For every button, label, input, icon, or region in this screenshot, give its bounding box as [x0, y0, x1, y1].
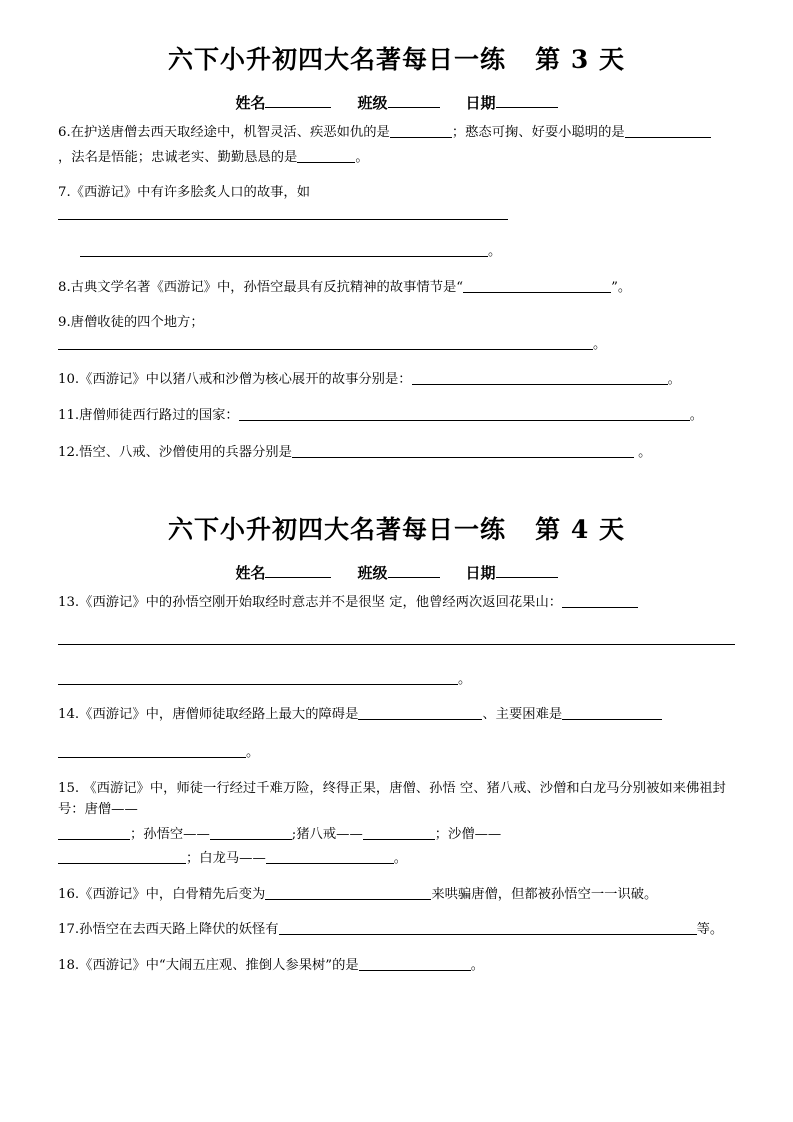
date-input-blank-2[interactable] — [496, 577, 558, 578]
question-7-blank-1[interactable] — [58, 206, 508, 220]
question-9-blank-1[interactable] — [58, 336, 593, 350]
question-11 — [58, 405, 735, 427]
question-7-blank-2[interactable] — [80, 244, 488, 258]
question-17-text-b: 等。 — [696, 922, 724, 938]
class-label-2: 班级 — [357, 563, 388, 582]
question-15-blank-4[interactable] — [58, 850, 186, 864]
question-15-text-f: 。 — [393, 851, 408, 867]
page-title-day3: 六下小升初四大名著每日一练 第 3 天 — [168, 45, 625, 74]
student-fields-day3 — [58, 92, 735, 113]
question-13-text-b: 。 — [458, 671, 472, 687]
question-14-text-a: 14.《西游记》中，唐僧师徒取经路上最大的障碍是 — [58, 707, 359, 723]
question-7 — [58, 182, 735, 225]
question-10-text-b: 。 — [667, 372, 681, 388]
question-13-blank-1[interactable] — [562, 594, 638, 608]
name-input-blank-2[interactable] — [265, 577, 331, 578]
question-11-blank-1[interactable] — [239, 407, 690, 421]
name-label: 姓名 — [235, 94, 266, 112]
question-7-text-a: 7.《西游记》中有许多脍炙人口的故事，如 — [58, 185, 311, 201]
class-input-blank-2[interactable] — [388, 577, 440, 578]
question-15-line2 — [58, 824, 735, 846]
question-15-text-d: ；沙僧—— — [434, 826, 502, 842]
question-12-text-b: 。 — [633, 445, 652, 461]
question-8-text-b: ”。 — [611, 279, 632, 295]
question-6-text-a: 6.在护送唐僧去西天取经途中，机智灵活、疾恶如仇的是 — [58, 125, 390, 140]
question-14-line2 — [58, 742, 735, 764]
question-13-text-a: 13.《西游记》中的孙悟空刚开始取经时意志并不是很坚 定，他曾经两次返回花果山： — [58, 594, 563, 610]
question-6-blank-1[interactable] — [390, 124, 452, 138]
question-8 — [58, 277, 735, 299]
question-13-blank-2[interactable] — [58, 632, 735, 646]
section-divider-space — [58, 464, 735, 504]
question-8-blank-1[interactable] — [463, 279, 611, 293]
question-12 — [58, 442, 735, 464]
question-14 — [58, 704, 735, 726]
question-6-blank-3[interactable] — [297, 149, 355, 163]
question-15-blank-1[interactable] — [58, 826, 130, 840]
class-label: 班级 — [357, 94, 388, 112]
name-input-blank[interactable] — [265, 107, 331, 108]
question-9 — [58, 312, 735, 355]
question-6-line2 — [58, 147, 735, 169]
question-18 — [58, 955, 735, 977]
question-10-blank-1[interactable] — [412, 372, 668, 386]
date-label-2: 日期 — [465, 563, 496, 582]
question-13 — [58, 592, 735, 614]
question-18-text-a: 18.《西游记》中“大闹五庄观、推倒人参果树”的是 — [58, 957, 359, 973]
question-12-text-a: 12.悟空、八戒、沙僧使用的兵器分别是 — [58, 445, 292, 461]
question-6-text-d: 。 — [355, 149, 369, 165]
question-10-text-a: 10.《西游记》中以猪八戒和沙僧为核心展开的故事分别是： — [58, 372, 412, 388]
question-7-text-b: 。 — [488, 244, 502, 260]
question-17-blank-1[interactable] — [279, 922, 697, 936]
question-14-blank-3[interactable] — [58, 744, 246, 758]
question-16-text-a: 16.《西游记》中，白骨精先后变为 — [58, 886, 266, 902]
question-13-blank-3[interactable] — [58, 671, 458, 685]
question-15 — [58, 778, 735, 821]
student-fields-day4 — [58, 562, 735, 583]
question-9-text-a: 9.唐僧收徒的四个地方； — [58, 315, 204, 331]
question-15-blank-3[interactable] — [363, 826, 435, 840]
question-15-text-c: ;猪八戒—— — [291, 826, 363, 842]
question-13-line3 — [58, 669, 735, 691]
question-16 — [58, 884, 735, 906]
question-15-text-a: 15. 《西游记》中，师徒一行经过千难万险，终得正果，唐僧、孙悟 空、猪八戒、沙僧和白龙马分别被如来佛祖封号：唐僧—— — [58, 780, 726, 818]
question-17 — [58, 919, 735, 941]
date-label: 日期 — [465, 94, 496, 112]
section-day3 — [58, 34, 735, 464]
question-14-text-c: 。 — [246, 744, 260, 760]
page-title-day4: 六下小升初四大名著每日一练 第 4 天 — [168, 514, 625, 544]
question-8-text-a: 8.古典文学名著《西游记》中，孙悟空最具有反抗精神的故事情节是“ — [58, 279, 464, 295]
question-6-blank-2[interactable] — [625, 124, 711, 138]
question-14-text-b: 、主要困难是 — [482, 707, 563, 723]
question-15-line3 — [58, 848, 735, 870]
question-15-blank-2[interactable] — [210, 826, 292, 840]
question-6-text-c: ，法名是悟能；忠诚老实、勤勤恳恳的是 — [58, 149, 298, 165]
question-11-text-b: 。 — [689, 407, 704, 423]
question-6 — [58, 122, 735, 144]
question-16-text-b: 来哄骗唐僧，但都被孙悟空一一识破。 — [431, 886, 658, 902]
name-label-2: 姓名 — [235, 563, 266, 582]
question-10 — [58, 369, 735, 391]
question-18-text-b: 。 — [470, 957, 484, 973]
class-input-blank[interactable] — [388, 107, 440, 108]
question-17-text-a: 17.孙悟空在去西天路上降伏的妖怪有 — [58, 922, 279, 938]
question-6-text-b: ；憨态可掬、好耍小聪明的是 — [451, 125, 625, 140]
question-14-blank-2[interactable] — [562, 707, 662, 721]
section-day4 — [58, 504, 735, 976]
question-7-line2 — [58, 241, 735, 263]
question-15-text-e: ；白龙马—— — [186, 851, 266, 867]
question-16-blank-1[interactable] — [265, 886, 431, 900]
question-18-blank-1[interactable] — [359, 957, 471, 971]
question-15-blank-5[interactable] — [266, 850, 394, 864]
question-13-line2 — [58, 629, 735, 651]
question-15-text-b: ；孙悟空—— — [130, 826, 210, 842]
question-11-text-a: 11.唐僧师徒西行路过的国家： — [58, 407, 239, 423]
question-9-text-b: 。 — [593, 336, 607, 352]
question-14-blank-1[interactable] — [358, 707, 482, 721]
date-input-blank[interactable] — [496, 107, 558, 108]
question-12-blank-1[interactable] — [292, 445, 634, 459]
